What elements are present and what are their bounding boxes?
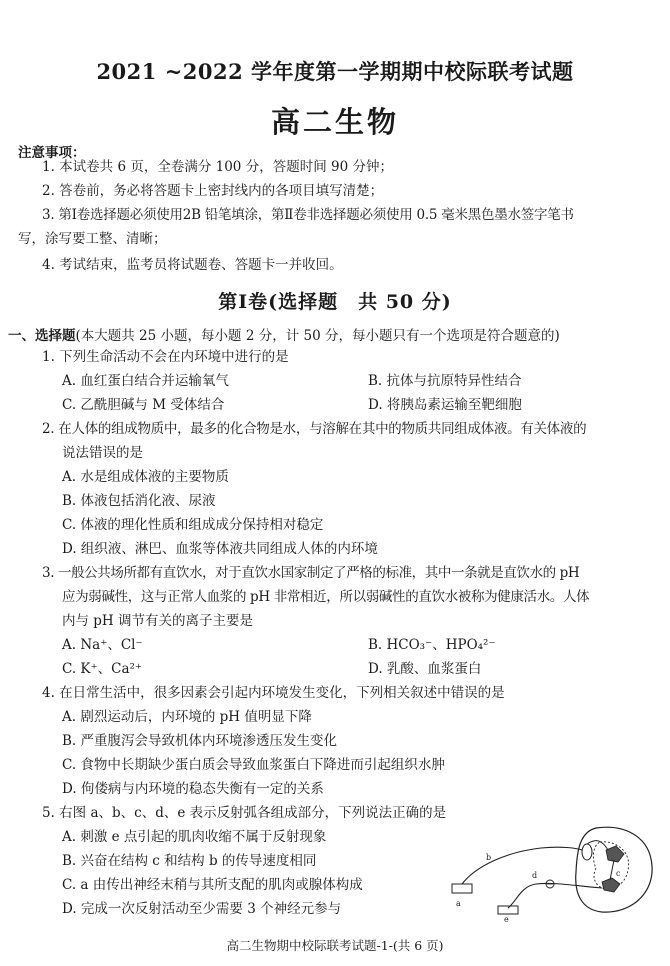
part-label: 一、选择题 [8, 328, 76, 344]
q2-stem-1: 2. 在人体的组成物质中，最多的化合物是水，与溶解在其中的物质共同组成体液。有关体液的 [42, 421, 587, 437]
q2-option-c: C. 体液的理化性质和组成成分保持相对稳定 [62, 517, 324, 533]
notice-item-3: 3. 第Ⅰ卷选择题必须使用2B 铅笔填涂，第Ⅱ卷非选择题必须使用 0.5 毫米黑色墨水签字笔书 [42, 207, 574, 223]
neuron-body-upper [606, 846, 624, 862]
page-footer: 高二生物期中校际联考试题-1-(共 6 页) [226, 938, 444, 953]
section-title: 第Ⅰ卷(选择题 共 50 分) [218, 291, 452, 313]
q1-option-a: A. 血红蛋白结合并运输氧气 [62, 373, 229, 389]
q5-option-a: A. 刺激 e 点引起的肌肉收缩不属于反射现象 [62, 829, 327, 845]
receptor-box [452, 884, 472, 893]
label-d: d [532, 871, 538, 880]
effector-box [498, 906, 518, 914]
q5-option-c: C. a 由传出神经末稍与其所支配的肌肉或腺体构成 [62, 877, 363, 893]
part-desc: (本大题共 25 小题，每小题 2 分，计 50 分，每小题只有一个选项是符合题意的) [75, 328, 560, 344]
notice-item-1: 1. 本试卷共 6 页，全卷满分 100 分，答题时间 90 分钟； [42, 159, 393, 175]
afferent-nerve [462, 847, 582, 884]
exam-title: 2021 ~2022 学年度第一学期期中校际联考试题 [96, 59, 574, 84]
interneuron-link [610, 860, 614, 880]
q2-option-d: D. 组织液、淋巴、血浆等体液共同组成人体的内环境 [62, 541, 378, 557]
q2-option-a: A. 水是组成体液的主要物质 [62, 469, 229, 485]
neuron-body-lower [602, 878, 620, 892]
q5-option-d: D. 完成一次反射活动至少需要 3 个神经元参与 [62, 901, 342, 917]
reflex-arc-diagram [446, 822, 658, 922]
q5-stem: 5. 右图 a、b、c、d、e 表示反射弧各组成部分，下列说法正确的是 [42, 805, 447, 821]
q1-option-c: C. 乙酰胆碱与 M 受体结合 [62, 397, 225, 413]
q3-stem-3: 内与 pH 调节有关的离子主要是 [62, 613, 253, 629]
label-e: e [504, 915, 509, 922]
q5-option-b: B. 兴奋在结构 c 和结构 b 的传导速度相同 [62, 853, 317, 869]
notice-item-3-cont: 写，涂写要工整、清晰； [18, 231, 167, 247]
q3-stem-1: 3. 一般公共场所都有直饮水，对于直饮水国家制定了严格的标准，其中一条就是直饮水的 pH [42, 565, 580, 581]
q3-option-b: B. HCO₃⁻、HPO₄²⁻ [368, 637, 496, 653]
label-c: c [616, 869, 621, 878]
notice-item-4: 4. 考试结束，监考员将试题卷、答题卡一并收回。 [42, 257, 343, 273]
ganglion [582, 844, 592, 860]
q1-option-b: B. 抗体与抗原特异性结合 [368, 373, 522, 389]
q4-option-a: A. 剧烈运动后，内环境的 pH 值明显下降 [62, 709, 312, 725]
q3-option-a: A. Na⁺、Cl⁻ [62, 637, 143, 653]
notice-title: 注意事项： [18, 145, 86, 161]
q4-option-d: D. 佝偻病与内环境的稳态失衡有一定的关系 [62, 781, 324, 797]
q2-stem-2: 说法错误的是 [62, 445, 143, 461]
q3-option-d: D. 乳酸、血浆蛋白 [368, 661, 482, 677]
q1-stem: 1. 下列生命活动不会在内环境中进行的是 [42, 349, 289, 365]
subject-title: 高二生物 [270, 105, 399, 139]
q4-option-b: B. 严重腹泻会导致机体内环境渗透压发生变化 [62, 733, 338, 749]
notice-item-2: 2. 答卷前，务必将答题卡上密封线内的各项目填写清楚； [42, 183, 384, 199]
q1-option-d: D. 将胰岛素运输至靶细胞 [368, 397, 522, 413]
label-b: b [486, 853, 492, 862]
q2-option-b: B. 体液包括消化液、尿液 [62, 493, 216, 509]
q4-option-c: C. 食物中长期缺少蛋白质会导致血浆蛋白下降进而引起组织水肿 [62, 757, 445, 773]
q3-option-c: C. K⁺、Ca²⁺ [62, 661, 143, 677]
spinal-cord-outline [576, 827, 652, 912]
part-title [8, 324, 560, 344]
efferent-nerve [508, 883, 602, 908]
q4-stem: 4. 在日常生活中，很多因素会引起内环境发生变化，下列相关叙述中错误的是 [42, 685, 505, 701]
q3-stem-2: 应为弱碱性，这与正常人血浆的 pH 非常相近，所以弱碱性的直饮水被称为健康活水。人体 [62, 589, 590, 605]
label-a: a [456, 899, 461, 908]
